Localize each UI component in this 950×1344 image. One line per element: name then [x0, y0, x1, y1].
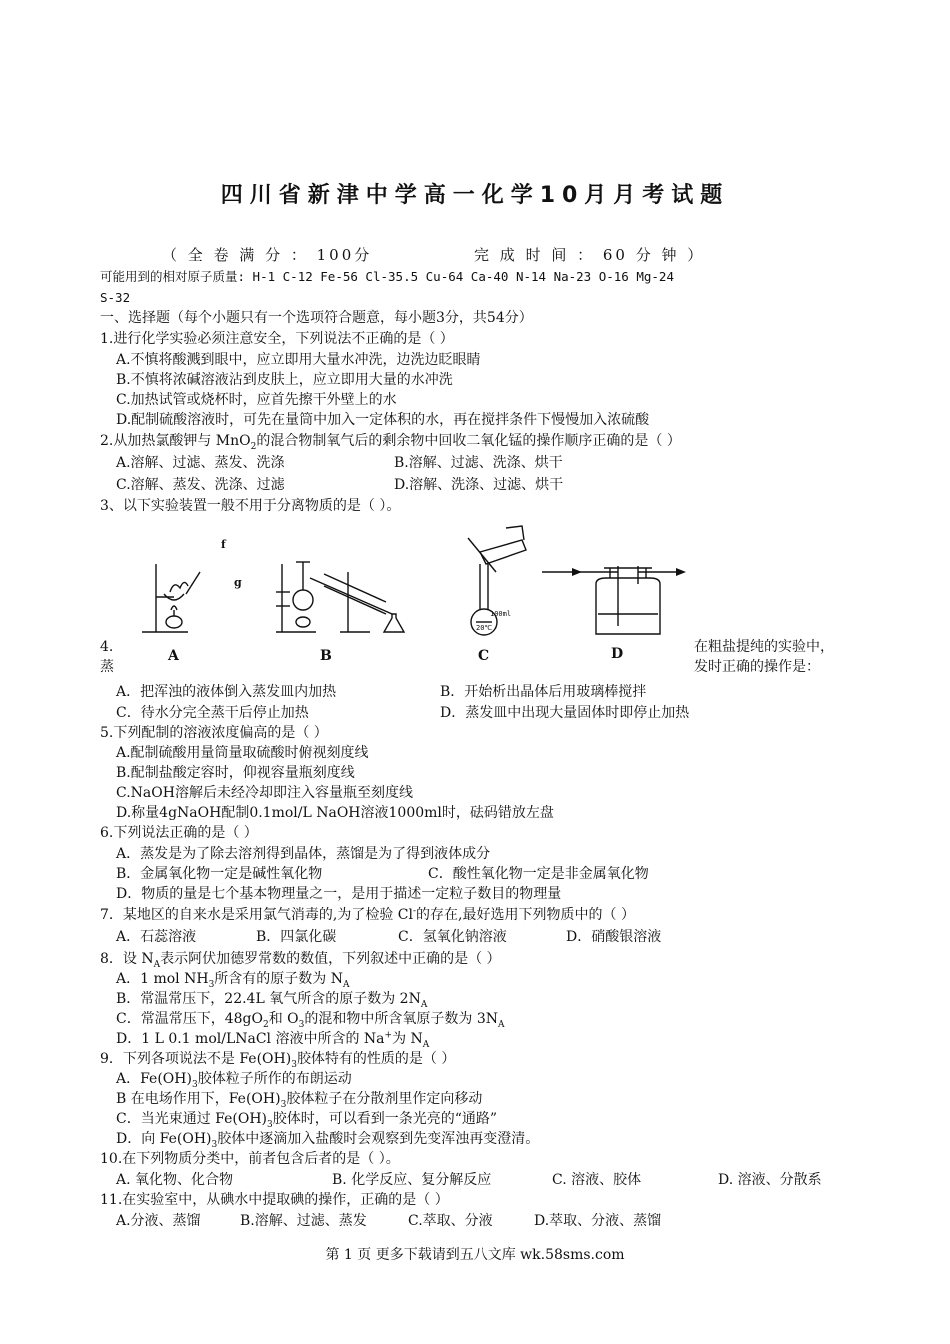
q7-option-a: A．石蕊溶液 [116, 929, 197, 945]
q8-option-c: C．常温常压下，$48gO_2$和 $O_3$的混和物中所含氧原子数为 $3N_A$ [116, 1011, 505, 1030]
svg-text:20℃: 20℃ [476, 624, 493, 632]
q5-option-c: C.NaOH溶解后未经冷却即注入容量瓶至刻度线 [116, 785, 413, 801]
full-score: （ 全 卷 满 分 ： 100分 [162, 246, 373, 264]
q4-option-d: D．蒸发皿中出现大量固体时即停止加热 [440, 705, 690, 721]
apparatus-d-gas-washing [542, 566, 678, 634]
q6-stem: 6.下列说法正确的是（ ） [100, 825, 258, 841]
q8-stem: 8．设 $N_A$表示阿伏加德罗常数的数值，下列叙述中正确的是（ ） [100, 951, 501, 970]
q10-option-d: D. 溶液、分散系 [718, 1172, 822, 1188]
q6-option-a: A．蒸发是为了除去溶剂得到晶体，蒸馏是为了得到液体成分 [116, 846, 491, 862]
q1-option-c: C.加热试管或烧杯时，应首先擦干外壁上的水 [116, 392, 397, 408]
page-footer: 第 1 页 更多下载请到五八文库 wk.58sms.com [325, 1247, 625, 1263]
label-b: B [320, 648, 332, 664]
atomic-masses-line2: S-32 [100, 290, 131, 305]
exam-subtitle [162, 244, 719, 265]
q11-option-d: D.萃取、分液、蒸馏 [534, 1213, 662, 1229]
q10-option-b: B. 化学反应、复分解反应 [332, 1172, 492, 1188]
q10-option-a: A. 氧化物、化合物 [116, 1172, 234, 1188]
q1-stem: 1.进行化学实验必须注意安全，下列说法不正确的是（ ） [100, 331, 454, 347]
q7-option-d: D．硝酸银溶液 [566, 929, 662, 945]
q2-stem: 2.从加热氯酸钾与 MnO$_2$的混合物制氧气后的剩余物中回收二氧化锰的操作顺序正确的是（ ） [100, 433, 681, 452]
q9-option-c: C．当光束通过 $Fe(OH)_3$胶体时，可以看到一条光亮的“通路” [116, 1111, 498, 1130]
q6-option-b: B．金属氧化物一定是碱性氧化物 [116, 866, 323, 882]
label-f: f [221, 538, 226, 551]
q11-option-a: A.分液、蒸馏 [116, 1213, 201, 1229]
label-a: A [168, 648, 179, 664]
q8-option-b: B．常温常压下，22.4L 氧气所含的原子数为 $2N_A$ [116, 991, 428, 1010]
label-c: C [478, 648, 490, 664]
q5-option-b: B.配制盐酸定容时，仰视容量瓶刻度线 [116, 765, 355, 781]
q5-stem: 5.下列配制的溶液浓度偏高的是（ ） [100, 725, 328, 741]
q1-option-d: D.配制硫酸溶液时，可先在量筒中加入一定体积的水，再在搅拌条件下慢慢加入浓硫酸 [116, 412, 650, 428]
q11-option-b: B.溶解、过滤、蒸发 [240, 1213, 367, 1229]
q4-option-c: C．待水分完全蒸干后停止加热 [116, 705, 309, 721]
q2-option-a: A.溶解、过滤、蒸发、洗涤 [116, 455, 285, 471]
q5-option-d: D.称量4gNaOH配制0.1mol/L NaOH溶液1000ml时，砝码错放左盘 [116, 805, 554, 821]
q9-option-a: A．$Fe(OH)_3$胶体粒子所作的布朗运动 [116, 1071, 352, 1090]
q10-option-c: C. 溶液、胶体 [552, 1172, 642, 1188]
q2-option-c: C.溶解、蒸发、洗涤、过滤 [116, 477, 285, 493]
q11-stem: 11.在实验室中，从碘水中提取碘的操作，正确的是（ ） [100, 1192, 449, 1208]
q1-option-b: B.不慎将浓碱溶液沾到皮肤上，应立即用大量的水冲洗 [116, 372, 453, 388]
q8-option-a: A．1 mol $NH_3$所含有的原子数为 $N_A$ [116, 971, 350, 990]
q6-option-c: C．酸性氧化物一定是非金属氧化物 [428, 866, 649, 882]
q11-option-c: C.萃取、分液 [408, 1213, 493, 1229]
q2-option-d: D.溶解、洗涤、过滤、烘干 [394, 477, 564, 493]
q3-stem: 3、以下实验装置一般不用于分离物质的是（ ）。 [100, 498, 401, 514]
atomic-masses-line1: 可能用到的相对原子质量: H-1 C-12 Fe-56 Cl-35.5 Cu-64 Ca-40 N-14 Na-23 O-16 Mg-24 [100, 269, 674, 284]
q7-option-b: B．四氯化碳 [256, 929, 337, 945]
q8-option-d: D．1 L 0.1 mol/LNaCl 溶液中所含的 Na+为 $N_A$ [116, 1030, 430, 1050]
q10-stem: 10.在下列物质分类中，前者包含后者的是（ ）。 [100, 1151, 400, 1167]
q4-left-char: 蒸 [100, 659, 114, 675]
q5-option-a: A.配制硫酸用量筒量取硫酸时俯视刻度线 [116, 745, 369, 761]
q6-option-d: D．物质的量是七个基本物理量之一，是用于描述一定粒子数目的物理量 [116, 886, 562, 902]
apparatus-c-transfer [468, 526, 526, 635]
q9-option-b: B 在电场作用下，$Fe(OH)_3$胶体粒子在分散剂里作定向移动 [116, 1091, 483, 1110]
apparatus-a-evaporation [142, 564, 200, 632]
q4-stem-line2: 发时正确的操作是： [694, 659, 820, 675]
q1-option-a: A.不慎将酸溅到眼中，应立即用大量水冲洗，边洗边眨眼睛 [116, 352, 481, 368]
q9-stem: 9．下列各项说法不是 $Fe(OH)_3$胶体特有的性质的是（ ） [100, 1051, 456, 1070]
time-limit: 完 成 时 间 ： 60 分 钟 ） [474, 246, 706, 264]
apparatus-figure [130, 522, 690, 672]
q4-option-a: A．把浑浊的液体倒入蒸发皿内加热 [116, 684, 337, 700]
label-g: g [234, 576, 242, 589]
q4-stem-line1: 在粗盐提纯的实验中， [694, 639, 834, 655]
exam-title: 四川省新津中学高一化学10月月考试题 [220, 183, 730, 208]
q9-option-d: D．向 $Fe(OH)_3$胶体中逐滴加入盐酸时会观察到先变浑浊再变澄清。 [116, 1131, 540, 1150]
svg-text:100ml: 100ml [490, 610, 512, 618]
q7-option-c: C．氢氧化钠溶液 [398, 929, 507, 945]
section-heading: 一、选择题（每个小题只有一个选项符合题意，每小题3分，共54分） [100, 310, 533, 326]
apparatus-b-distillation [276, 562, 404, 632]
q2-option-b: B.溶解、过滤、洗涤、烘干 [394, 455, 563, 471]
label-d: D [611, 646, 624, 662]
q4-option-b: B．开始析出晶体后用玻璃棒搅拌 [440, 684, 647, 700]
q4-number: 4. [100, 639, 114, 655]
q7-stem: 7．某地区的自来水是采用氯气消毒的,为了检验 Cl-的存在,最好选用下列物质中的（ ） [100, 906, 635, 923]
